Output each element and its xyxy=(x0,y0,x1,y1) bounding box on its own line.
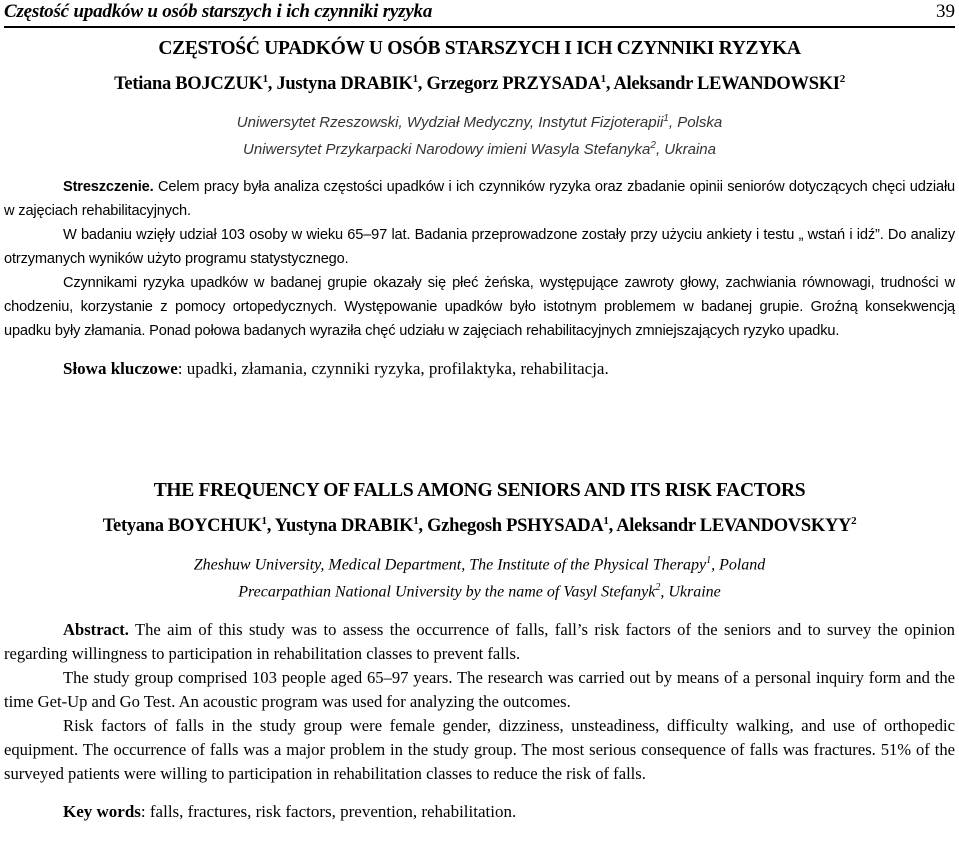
keywords-label: Słowa kluczowe xyxy=(63,359,178,379)
affiliation xyxy=(4,576,955,603)
paragraph-text: Celem pracy była analiza częstości upadków i ich czynników ryzyka oraz zbadanie opinii seniorów dotyczących chęci udziału w zajęciach rehabilitacyjnych. xyxy=(4,179,956,220)
abstract-paragraph: Czynnikami ryzyka upadków w badanej grupie okazały się płeć żeńska, występujące zawroty głowy, zachwiania równowagi, trudności w chodzeniu, korzystanie z pomocy ortopedycznych. Występowanie upadków było istotnym problemem w badanej grupie. Groźną konsekwencją upadku były złamania. Ponad połowa badanych wyraziła chęć udziału w zajęciach rehabilitacyjnych zmniejszających ryzyko upadku. xyxy=(4,275,955,340)
affiliation-sup: 1 xyxy=(663,113,669,125)
abstract-paragraph: The study group comprised 103 people aged 65–97 years. The research was carried out by means of a personal inquiry form and the time Get-Up and Go Test. An acoustic program was used for analyzing the outcomes. xyxy=(4,667,955,711)
affiliation-country: , Poland xyxy=(711,556,766,574)
abstract-en xyxy=(4,618,955,786)
affiliation-text: Precarpathian National University by the name of Vasyl Stefanyk xyxy=(238,583,656,601)
author-sup: 1 xyxy=(413,515,419,527)
author-sup: 2 xyxy=(851,515,857,527)
author-name: Yustyna DRABIK xyxy=(274,516,414,537)
authors-pl: Tetiana BOJCZUK$^1$, Justyna DRABIK$^1$, Grzegorz PRZYSADA$^1$, Aleksandr LEWANDOWSKI$^2$ xyxy=(114,73,845,95)
abstract-paragraph: W badaniu wzięły udział 103 osoby w wieku 65–97 lat. Badania przeprowadzone zostały przy użyciu ankiety i testu „ wstań i idź”. Do analizy otrzymanych wyników użyto programu statystycznego. xyxy=(4,227,955,268)
english-section xyxy=(4,478,955,841)
author-sup: 2 xyxy=(839,73,845,85)
keywords-en xyxy=(4,800,955,824)
running-title: Częstość upadków u osób starszych i ich czynniki ryzyka xyxy=(4,1,433,22)
keywords-label: Key words xyxy=(63,801,141,821)
abstract-label: Abstract. xyxy=(63,619,129,639)
author-name: Grzegorz PRZYSADA xyxy=(426,74,601,95)
keywords-text: : upadki, złamania, czynniki ryzyka, profilaktyka, rehabilitacja. xyxy=(177,359,609,379)
affiliation-sup: 2 xyxy=(655,582,661,594)
author-name: Tetyana BOYCHUK xyxy=(102,516,262,537)
abstract-pl xyxy=(4,175,955,343)
author-sup: 1 xyxy=(412,73,418,85)
paragraph-text: The aim of this study was to assess the occurrence of falls, fall’s risk factors of the seniors and to survey the opinion regarding willingness to participation in rehabilitation classes to prevent falls. xyxy=(4,619,955,663)
affiliation xyxy=(4,107,955,134)
affiliation-text: Zheshuw University, Medical Department, The Institute of the Physical Therapy xyxy=(193,556,707,574)
affiliation-sup: 2 xyxy=(650,140,656,152)
affiliation-text: Uniwersytet Rzeszowski, Wydział Medyczny, Instytut Fizjoterapii xyxy=(236,114,664,132)
affiliation-country: , Ukraine xyxy=(660,583,721,601)
abstract-paragraph: Risk factors of falls in the study group were female gender, dizziness, unsteadiness, difficulty walking, and use of orthopedic equipment. The occurrence of falls was a major problem in the study group. The most serious consequence of falls was fractures. 51% of the surveyed patients were willing to participation in rehabilitation classes to reduce the risk of falls. xyxy=(4,715,955,783)
authors-en: Tetyana BOYCHUK$^1$, Yustyna DRABIK$^1$, Gzhegosh PSHYSADA$^1$, Aleksandr LEVANDOVSKYY$^2$ xyxy=(102,515,857,537)
keywords-text: : falls, fractures, risk factors, prevention, rehabilitation. xyxy=(140,801,517,821)
keywords-pl xyxy=(4,357,955,381)
author-sup: 1 xyxy=(261,515,267,527)
abstract-paragraph xyxy=(4,175,955,223)
affiliation-sup: 1 xyxy=(706,555,712,567)
author-sup: 1 xyxy=(262,73,268,85)
affiliation-text: Uniwersytet Przykarpacki Narodowy imieni Wasyla Stefanyka xyxy=(243,141,651,159)
author-name: Aleksandr LEWANDOWSKI xyxy=(613,74,840,95)
page-header xyxy=(4,0,955,28)
author-name: Tetiana BOJCZUK xyxy=(114,74,263,95)
author-sup: 1 xyxy=(600,73,606,85)
abstract-label: Streszczenie. xyxy=(63,179,154,196)
polish-section xyxy=(4,36,955,398)
author-name: Justyna DRABIK xyxy=(276,74,413,95)
author-name: Aleksandr LEVANDOVSKYY xyxy=(616,516,852,537)
abstract-paragraph xyxy=(4,618,955,666)
affiliations-en xyxy=(4,549,955,604)
affiliation xyxy=(4,134,955,161)
affiliation xyxy=(4,549,955,576)
author-sup: 1 xyxy=(603,515,609,527)
author-name: Gzhegosh PSHYSADA xyxy=(427,516,604,537)
affiliation-country: , Ukraina xyxy=(655,141,716,159)
article-title-en: THE FREQUENCY OF FALLS AMONG SENIORS AND ITS RISK FACTORS xyxy=(153,480,806,501)
article-title-pl: CZĘSTOŚĆ UPADKÓW U OSÓB STARSZYCH I ICH CZYNNIKI RYZYKA xyxy=(158,38,801,59)
page-number: 39 xyxy=(936,1,955,22)
affiliations-pl xyxy=(4,107,955,161)
affiliation-country: , Polska xyxy=(668,114,723,132)
